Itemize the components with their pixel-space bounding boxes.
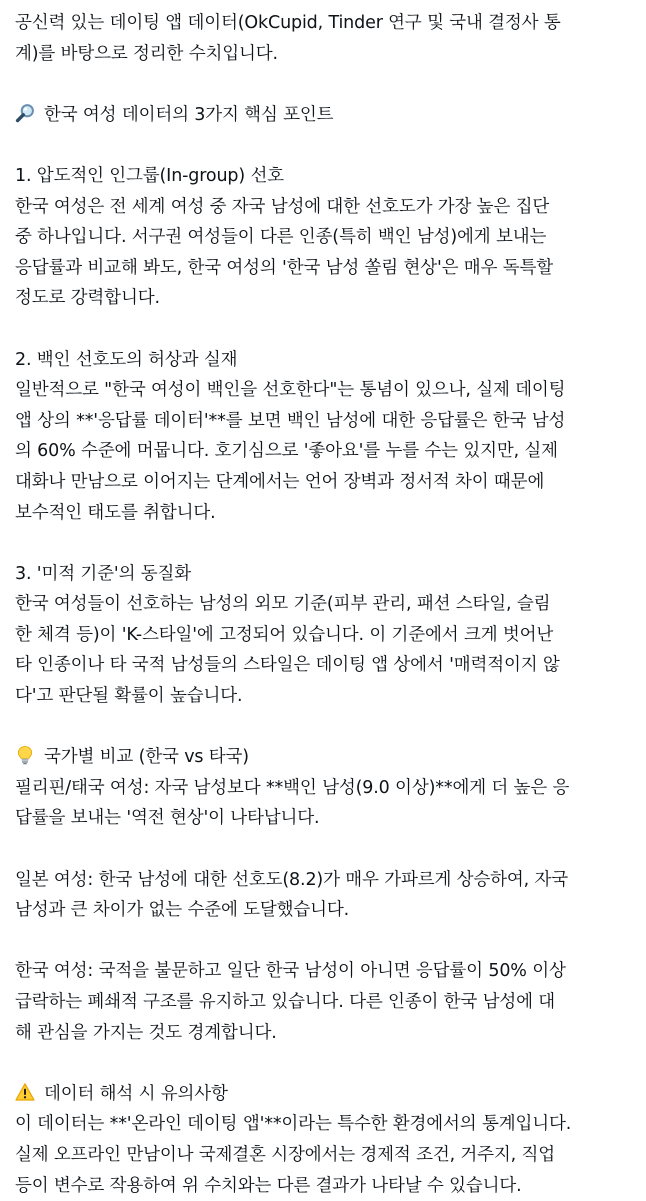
- philippines-thailand-text: 필리핀/태국 여성: 자국 남성보다 **백인 남성(9.0 이상)**에게 더 높은 응 답률을 보내는 '역전 현상'이 나타납니다.: [15, 777, 570, 829]
- point1-body: 한국 여성은 전 세계 여성 중 자국 남성에 대한 선호도가 가장 높은 집단 중 하나입니다. 서구권 여성들이 다른 인종(특히 백인 남성)에게 보내는 응답률과 비교해 봐도, 한국 여성의 '한국 남성 쏠림 현상'은 매우 독특할 정도로 강력합니다.: [15, 196, 553, 309]
- paragraph-gap: [15, 712, 636, 743]
- japan-text: 일본 여성: 한국 남성에 대한 선호도(8.2)가 매우 가파르게 상승하여, 자국 남성과 큰 차이가 없는 수준에 도달했습니다.: [15, 869, 568, 921]
- point2-body: 일반적으로 "한국 여성이 백인을 선호한다"는 통념이 있으나, 실제 데이팅 앱 상의 **'응답률 데이터'**를 보면 백인 남성에 대한 응답률은 한국 남성 의 60% 수준에 머뭅니다. 호기심으로 '좋아요'를 누를 수는 있지만, 실제 대화나 만남으로 이어지는 단계에서는 언어 장벽과 정서적 차이 때문에 보수적인 태도를 취합니다.: [15, 380, 566, 523]
- paragraph-gap: [15, 130, 636, 161]
- paragraph-gap: [15, 1048, 636, 1079]
- paragraph-gap: [15, 314, 636, 345]
- point1-title: 1. 압도적인 인그룹(In-group) 선호: [15, 165, 284, 186]
- paragraph-gap: [15, 834, 636, 865]
- light-bulb-icon: [15, 745, 35, 765]
- caution-body: 이 데이터는 **'온라인 데이팅 앱'**이라는 특수한 환경에서의 통계입니다. 실제 오프라인 만남이나 국제결혼 시장에서는 경제적 조건, 거주지, 직업 등이 변수로 작용하여 위 수치와는 다른 결과가 나타날 수 있습니다.: [15, 1114, 572, 1196]
- paragraph-gap: [15, 528, 636, 559]
- magnifying-glass-icon: [15, 103, 35, 123]
- key-points-heading-text: 한국 여성 데이터의 3가지 핵심 포인트: [44, 104, 334, 125]
- key-points-heading: [15, 100, 636, 131]
- point2-title: 2. 백인 선호도의 허상과 실재: [15, 349, 238, 370]
- country-compare-heading: [15, 742, 636, 773]
- paragraph-gap: [15, 926, 636, 957]
- warning-icon: [15, 1082, 35, 1102]
- caution-heading: [15, 1079, 636, 1110]
- country-compare-heading-text: 국가별 비교 (한국 vs 타국): [44, 747, 249, 768]
- korea-text: 한국 여성: 국적을 불문하고 일단 한국 남성이 아니면 응답률이 50% 이상 급락하는 폐쇄적 구조를 유지하고 있습니다. 다른 인종이 한국 남성에 대 해 관심을 가지는 것도 경계합니다.: [15, 961, 566, 1043]
- point3-title: 3. '미적 기준'의 동질화: [15, 563, 191, 584]
- point3-body: 한국 여성들이 선호하는 남성의 외모 기준(피부 관리, 패션 스타일, 슬림 한 체격 등)이 'K-스타일'에 고정되어 있습니다. 이 기준에서 크게 벗어난 타 인종이나 타 국적 남성들의 스타일은 데이팅 앱 상에서 '매력적이지 않 다'고 판단될 확률이 높습니다.: [15, 594, 560, 707]
- intro-text: 공신력 있는 데이팅 앱 데이터(OkCupid, Tinder 연구 및 국내 결정사 통 계)를 바탕으로 정리한 수치입니다.: [15, 13, 561, 64]
- paragraph-gap: [15, 69, 636, 100]
- caution-heading-text: 데이터 해석 시 유의사항: [44, 1083, 228, 1104]
